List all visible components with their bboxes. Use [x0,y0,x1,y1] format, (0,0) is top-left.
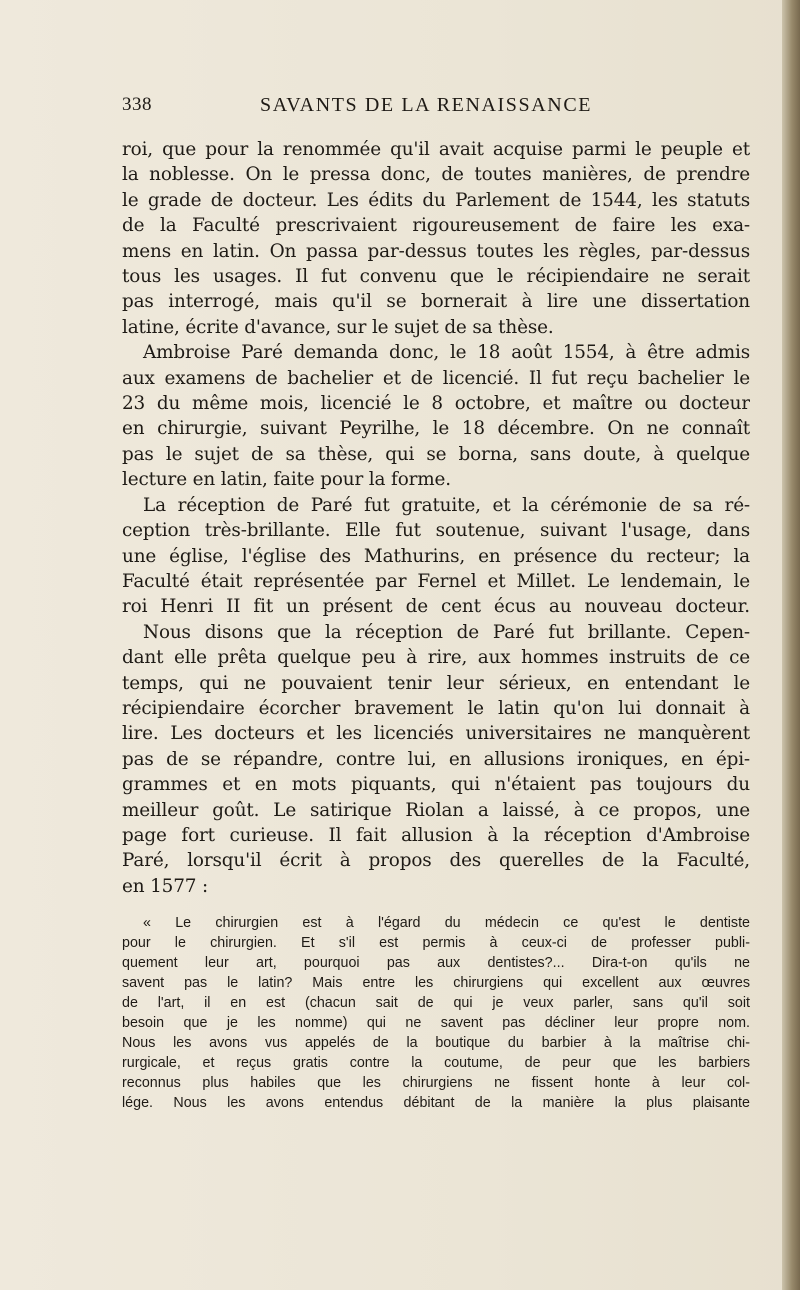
text-line: en 1577 : [122,875,209,897]
text-line: Paré, lorsqu'il écrit à propos des querelles de la Faculté, [122,850,750,872]
quote-line: « Le chirurgien est à l'égard du médecin ce qu'est le dentiste [143,915,750,931]
text-line: ception très-brillante. Elle fut soutenue, suivant l'usage, dans [122,520,750,542]
page-edge-shadow [782,0,800,1290]
text-line: en chirurgie, suivant Peyrilhe, le 18 décembre. On ne connaît [122,418,750,440]
text-line: meilleur goût. Le satirique Riolan a laissé, à ce propos, une [122,799,750,821]
text-line: Nous disons que la réception de Paré fut brillante. Cepen- [143,621,750,643]
text-line: une église, l'église des Mathurins, en présence du recteur; la [122,545,750,567]
quote-line: rurgicale, et reçus gratis contre la coutume, de peur que les barbiers [122,1055,750,1071]
text-line: Ambroise Paré demanda donc, le 18 août 1554, à être admis [143,342,750,364]
text-line: le grade de docteur. Les édits du Parlement de 1544, les statuts [122,189,750,211]
text-line: aux examens de bachelier et de licencié. Il fut reçu bachelier le [122,367,750,389]
text-line: La réception de Paré fut gratuite, et la cérémonie de sa ré- [143,494,750,516]
text-line: pas de se répandre, contre lui, en allusions ironiques, en épi- [122,748,750,770]
text-line: lecture en latin, faite pour la forme. [122,469,451,491]
quote-line: besoin que je les nomme) qui ne savent pas décliner leur propre nom. [122,1015,750,1031]
text-line: de la Faculté prescrivaient rigoureusement de faire les exa- [122,215,750,237]
quotation-block [122,913,750,1113]
quote-line: quement leur art, pourquoi pas aux dentistes?... Dira-t-on qu'ils ne [122,955,750,971]
body-text [122,137,750,899]
page-number: 338 [122,94,152,115]
text-line: 23 du même mois, licencié le 8 octobre, et maître ou docteur [122,393,750,415]
text-line: pas interrogé, mais qu'il se bornerait à lire une dissertation [122,291,750,313]
text-line: grammes et en mots piquants, qui n'étaient pas toujours du [122,774,750,796]
text-line: tous les usages. Il fut convenu que le récipiendaire ne serait [122,266,750,288]
quote-line: Nous les avons vus appelés de la boutique du barbier à la maîtrise chi- [122,1035,750,1051]
text-line: temps, qui ne pouvaient tenir leur sérieux, en entendant le [122,672,750,694]
quote-line: lége. Nous les avons entendus débitant de la manière la plus plaisante [122,1095,750,1111]
quote-line: pour le chirurgien. Et s'il est permis à ceux-ci de professer publi- [122,935,750,951]
text-line: lire. Les docteurs et les licenciés universitaires ne manquèrent [122,723,750,745]
text-line: roi, que pour la renommée qu'il avait acquise parmi le peuple et [122,139,750,160]
running-title: SAVANTS DE LA RENAISSANCE [260,94,593,116]
text-line: latine, écrite d'avance, sur le sujet de sa thèse. [122,316,554,338]
text-line: récipiendaire écorcher bravement le latin qu'on lui donnait à [122,697,750,719]
quote-line: reconnus plus habiles que les chirurgiens ne fissent honte à leur col- [122,1075,750,1091]
text-line: la noblesse. On le pressa donc, de toutes manières, de prendre [122,164,750,186]
text-line: dant elle prêta quelque peu à rire, aux hommes instruits de ce [122,647,750,669]
text-line: roi Henri II fit un présent de cent écus au nouveau docteur. [122,596,750,618]
running-head [122,94,732,124]
text-line: Faculté était représentée par Fernel et Millet. Le lendemain, le [122,570,750,592]
text-line: mens en latin. On passa par-dessus toutes les règles, par-dessus [122,240,750,262]
quote-line: de l'art, il en est (chacun sait de qui je veux parler, sans qu'il soit [122,995,750,1011]
text-line: page fort curieuse. Il fait allusion à la réception d'Ambroise [122,824,750,846]
text-line: pas le sujet de sa thèse, qui se borna, sans doute, à quelque [122,443,750,465]
quote-line: savent pas le latin? Mais entre les chirurgiens qui excellent aux œuvres [122,975,750,991]
